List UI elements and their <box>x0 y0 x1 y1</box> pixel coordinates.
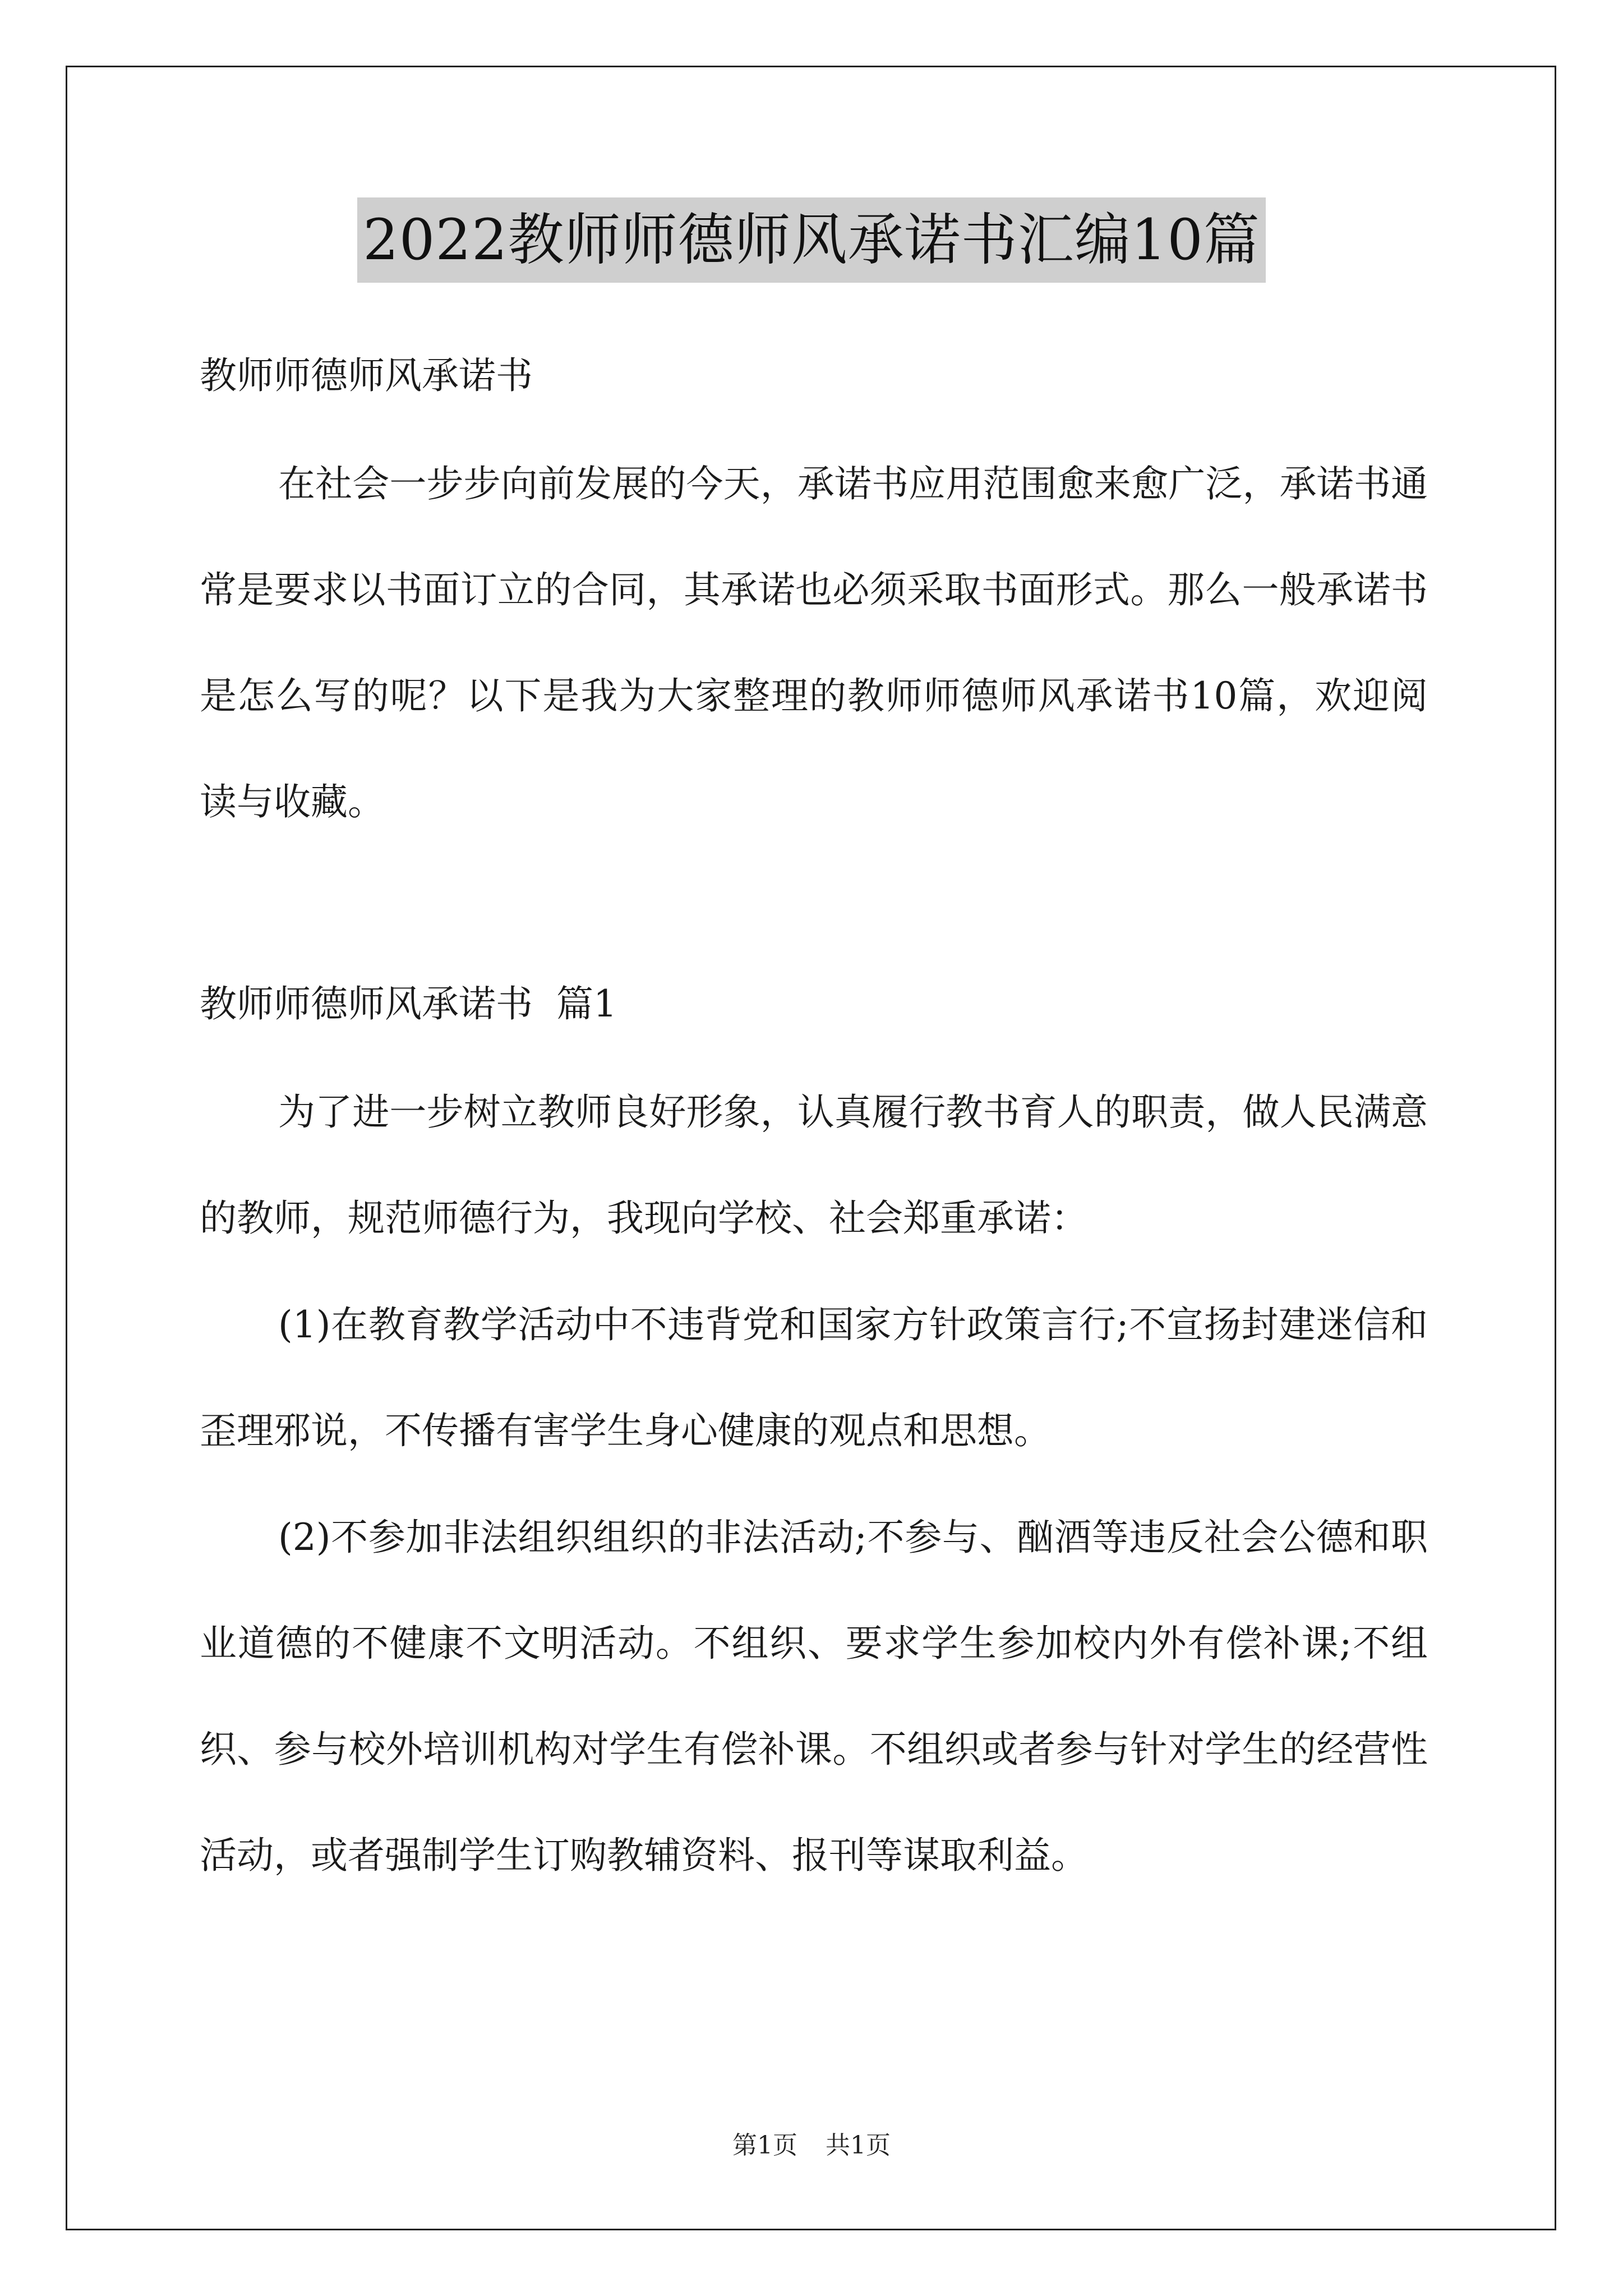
part1-paragraph-3: (2)不参加非法组织组织的非法活动;不参与、酗酒等违反社会公德和职业道德的不健康不文明活动。不组织、要求学生参加校内外有偿补课;不组织、参与校外培训机构对学生有偿补课。不组织或者参与针对学生的经营性活动，或者强制学生订购教辅资料、报刊等谋取利益。 <box>200 1516 1428 1877</box>
part1-paragraph-1: 为了进一步树立教师良好形象，认真履行教书育人的职责，做人民满意的教师，规范师德行为，我现向学校、社会郑重承诺： <box>200 1091 1428 1240</box>
page-number: 第1页 <box>732 2131 797 2160</box>
part1-paragraph-2: (1)在教育教学活动中不违背党和国家方针政策言行;不宣扬封建迷信和歪理邪说，不传播有害学生身心健康的观点和思想。 <box>200 1303 1428 1452</box>
page-footer <box>0 2129 1623 2162</box>
title-container <box>0 197 1623 283</box>
intro-paragraph: 在社会一步步向前发展的今天，承诺书应用范围愈来愈广泛，承诺书通常是要求以书面订立的合同，其承诺也必须采取书面形式。那么一般承诺书是怎么写的呢？以下是我为大家整理的教师师德师风承诺书10篇，欢迎阅读与收藏。 <box>200 462 1428 823</box>
document-title: 2022教师师德师风承诺书汇编10篇 <box>357 197 1266 283</box>
section-heading: 教师师德师风承诺书 <box>200 354 533 397</box>
page-total: 共1页 <box>826 2131 891 2160</box>
part1-heading: 教师师德师风承诺书 篇1 <box>200 982 617 1025</box>
